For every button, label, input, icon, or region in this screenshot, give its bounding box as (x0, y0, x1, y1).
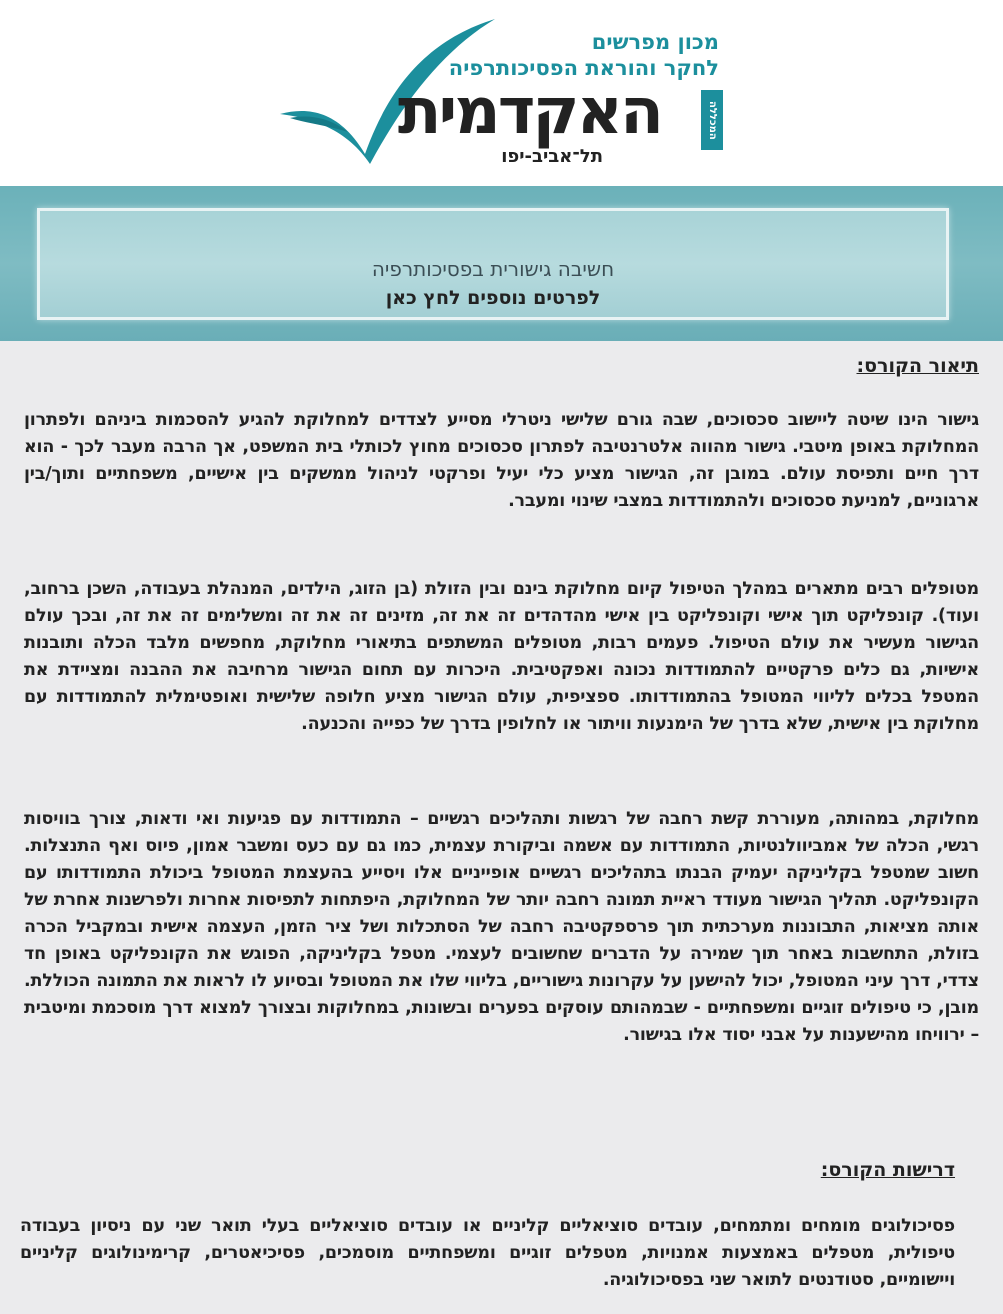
requirements-text: פסיכולוגים מומחים ומתמחים, עובדים סוציאליים קליניים או עובדים סוציאליים בעלי תואר שני עם ניסיון בעבודה טיפולית, מטפלים באמצעות אמנויות, מטפלים זוגיים ומשפחתיים מוסמכים, פסיכיאטרים, קרימינולוגים קליניים ויישומיים, סטודנטים לתואר שני בפסיכולוגיה. (20, 1216, 955, 1290)
logo-city-text: תל־אביב-יפו (501, 146, 603, 167)
course-title: חשיבה גישורית בפסיכותרפיה (371, 257, 615, 281)
description-paragraph-1: גישור הינו שיטה ליישוב סכסוכים, שבה גורם שלישי ניטרלי מסייע לצדדים למחלוקת להגיע להסכמות ביניהם ולפתרון המחלוקת באופן מיטבי. גישור מהווה אלטרנטיבה לפתרון סכסוכים מחוץ לכותלי בית המשפט, אך הרבה מעבר לכך - הוא דרך חיים ותפיסת עולם. במובן זה, הגישור מציע כלי יעיל ופרקטי לניהול ממשקים בין אישיים, משפחתיים ותוך/בין ארגוניים, למניעת סכסוכים ולהתמודדות במצבי שינוי ומעבר. (24, 410, 979, 511)
more-details-link[interactable]: לפרטים נוספים לחץ כאן (385, 287, 601, 309)
description-paragraph-3: מחלוקת, במהותה, מעוררת קשת רחבה של רגשות ותהליכים רגשיים – התמודדות עם פגיעות ואי ודאות, צורך בוויסות רגשי, הכלה של אמביוולנטיות, התמודדות עם אשמה וביקורת עצמית, כמו גם עם כעס ומשבר אמון, פיוס ואף התנצלות. חשוב שמטפל בקליניקה יעמיק הבנתו בתהליכים רגשיים אופייניים אלו ויסייע בהעצמת המטופל ביכולת התמודדותו עם הקונפליקט. תהליך הגישור מעודד ראיית תמונה רחבה יותר של המחלוקת, היפתחות לתפיסות אחרות ולפרשנות אחרת של אותה מציאות, התבוננות מערכתית תוך פרספקטיבה רחבה של הסתכלות ושל ציר הזמן, העצמה אישית ובמקביל הכרה בזולת, התחשבות באחר תוך שמירה על הדברים שחשובים לעצמי. מטפל בקליניקה, הפוגש את הקונפליקט באופן חד צדדי, דרך עיני המטופל, יכול להישען על עקרונות גישוריים, בליווי שלו את המטופל ובסיוע לו לראות את התמונה הכוללת. מובן, כי טיפולים זוגיים ומשפחתיים - שבמהותם עוסקים בפערים ובשונות, במחלוקות ובצורך למצוא דרך מוסכמת ומיטבית – ירוויחו מהישענות על אבני יסוד אלו בגישור. (24, 809, 979, 1045)
site-header (0, 0, 1003, 186)
course-banner-box (37, 208, 949, 320)
requirements-heading: דרישות הקורס: (820, 1159, 955, 1181)
description-heading: תיאור הקורס: (856, 355, 979, 377)
logo-line-2: לחקר והוראת הפסיכותרפיה (448, 56, 719, 80)
logo-main-text: האקדמית (397, 75, 661, 149)
logo-line-1: מכון מפרשים (591, 30, 719, 54)
description-paragraph-2: מטופלים רבים מתארים במהלך הטיפול קיום מחלוקת בינם ובין הזולת (בן הזוג, הילדים, המנהלת בעבודה, השכן ברחוב, ועוד). קונפליקט תוך אישי וקונפליקט בין אישי מהדהדים זה את זה, מזינים זה את זה ומשלימים זה את זה, ובכך עולם הגישור מעשיר את עולם הטיפול. פעמים רבות, מטופלים המשתפים בתיאורי מחלוקת, מחפשים מלבד הכלה ותובנות אישיות, גם כלים פרקטיים להתמודדות נכונה ואפקטיבית. היכרות עם תחום הגישור מרחיבה את ההבנה ומציידת את המטפל בכלים לליווי המטופל בהתמודדותו. ספציפית, עולם הגישור מציע חלופה שלישית ואופטימלית להתמודדות עם מחלוקת בין אישית, שלא בדרך של הימנעות וויתור או לחלופין בדרך של כפייה והכנעה. (24, 579, 979, 734)
logo-vertical-text: המכללה (701, 90, 723, 150)
